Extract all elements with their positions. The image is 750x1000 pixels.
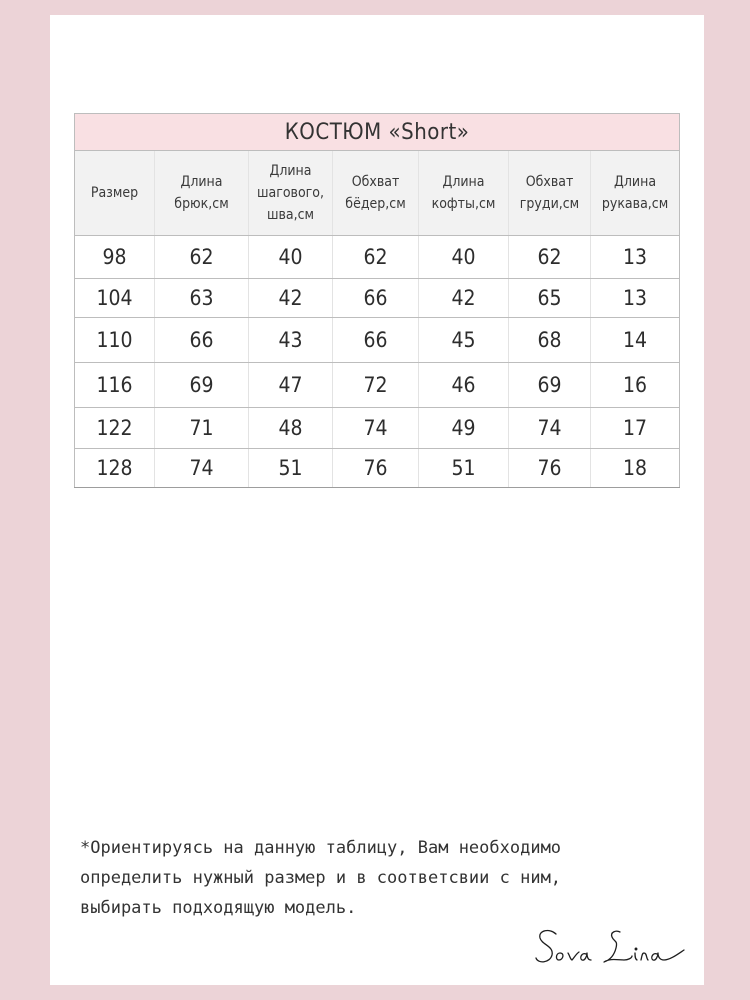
table-cell: 46 xyxy=(419,363,509,408)
size-table xyxy=(74,113,680,488)
table-cell: 51 xyxy=(249,449,333,488)
table-cell: 66 xyxy=(333,279,419,318)
table-cell: 74 xyxy=(333,408,419,449)
header-label-line: шагового, xyxy=(256,185,324,201)
table-cell: 66 xyxy=(155,318,249,363)
table-cell: 51 xyxy=(419,449,509,488)
header-label-line: кофты,см xyxy=(431,196,496,212)
table-cell: 13 xyxy=(591,279,680,318)
table-cell: 18 xyxy=(591,449,680,488)
table-row xyxy=(75,449,680,488)
table-cell: 72 xyxy=(333,363,419,408)
header-label-line: бёдер,см xyxy=(345,196,406,212)
table-cell: 62 xyxy=(509,236,591,279)
size-note xyxy=(80,833,680,923)
table-cell: 69 xyxy=(155,363,249,408)
table-cell: 62 xyxy=(333,236,419,279)
table-cell: 116 xyxy=(75,363,155,408)
table-cell: 42 xyxy=(249,279,333,318)
header-label-line: Обхват xyxy=(525,174,574,190)
table-row xyxy=(75,279,680,318)
table-cell: 65 xyxy=(509,279,591,318)
table-cell: 71 xyxy=(155,408,249,449)
table-cell: 13 xyxy=(591,236,680,279)
table-cell: 48 xyxy=(249,408,333,449)
header-label-line: Длина xyxy=(442,174,485,190)
header-jacket-length xyxy=(419,151,509,236)
header-label-line: шва,см xyxy=(266,207,315,223)
header-size-label: Размер xyxy=(90,185,139,201)
size-chart-sheet xyxy=(50,15,704,985)
table-cell: 76 xyxy=(333,449,419,488)
table-row xyxy=(75,363,680,408)
table-cell: 76 xyxy=(509,449,591,488)
table-cell: 69 xyxy=(509,363,591,408)
table-cell: 40 xyxy=(249,236,333,279)
header-pants-length xyxy=(155,151,249,236)
header-label-line: Обхват xyxy=(351,174,400,190)
table-cell: 14 xyxy=(591,318,680,363)
header-label-line: Длина xyxy=(269,163,312,179)
table-cell: 98 xyxy=(75,236,155,279)
header-label-line: груди,см xyxy=(519,196,580,212)
table-cell: 110 xyxy=(75,318,155,363)
table-cell: 66 xyxy=(333,318,419,363)
table-row xyxy=(75,236,680,279)
header-inseam xyxy=(249,151,333,236)
table-cell: 74 xyxy=(155,449,249,488)
table-cell: 17 xyxy=(591,408,680,449)
table-cell: 74 xyxy=(509,408,591,449)
table-title-row xyxy=(75,114,680,151)
header-sleeve-length xyxy=(591,151,680,236)
header-label-line: Длина xyxy=(180,174,223,190)
table-cell: 104 xyxy=(75,279,155,318)
table-cell: 43 xyxy=(249,318,333,363)
header-label-line: рукава,см xyxy=(601,196,669,212)
table-header-row xyxy=(75,151,680,236)
table-cell: 45 xyxy=(419,318,509,363)
table-cell: 16 xyxy=(591,363,680,408)
header-hips xyxy=(333,151,419,236)
table-cell: 122 xyxy=(75,408,155,449)
table-cell: 47 xyxy=(249,363,333,408)
table-row xyxy=(75,318,680,363)
brand-logo xyxy=(532,920,692,980)
table-cell: 42 xyxy=(419,279,509,318)
note-line: *Ориентируясь на данную таблицу, Вам необходимо xyxy=(80,838,562,858)
table-cell: 49 xyxy=(419,408,509,449)
header-label-line: Длина xyxy=(614,174,657,190)
header-label-line: брюк,см xyxy=(174,196,229,212)
table-cell: 128 xyxy=(75,449,155,488)
table-cell: 40 xyxy=(419,236,509,279)
note-line: выбирать подходящую модель. xyxy=(80,898,357,918)
table-cell: 63 xyxy=(155,279,249,318)
header-size xyxy=(75,151,155,236)
table-cell: 68 xyxy=(509,318,591,363)
header-chest xyxy=(509,151,591,236)
note-line: определить нужный размер и в соответсвии с ним, xyxy=(80,868,562,888)
table-row xyxy=(75,408,680,449)
table-cell: 62 xyxy=(155,236,249,279)
table-title: КОСТЮМ «Short» xyxy=(75,114,680,151)
